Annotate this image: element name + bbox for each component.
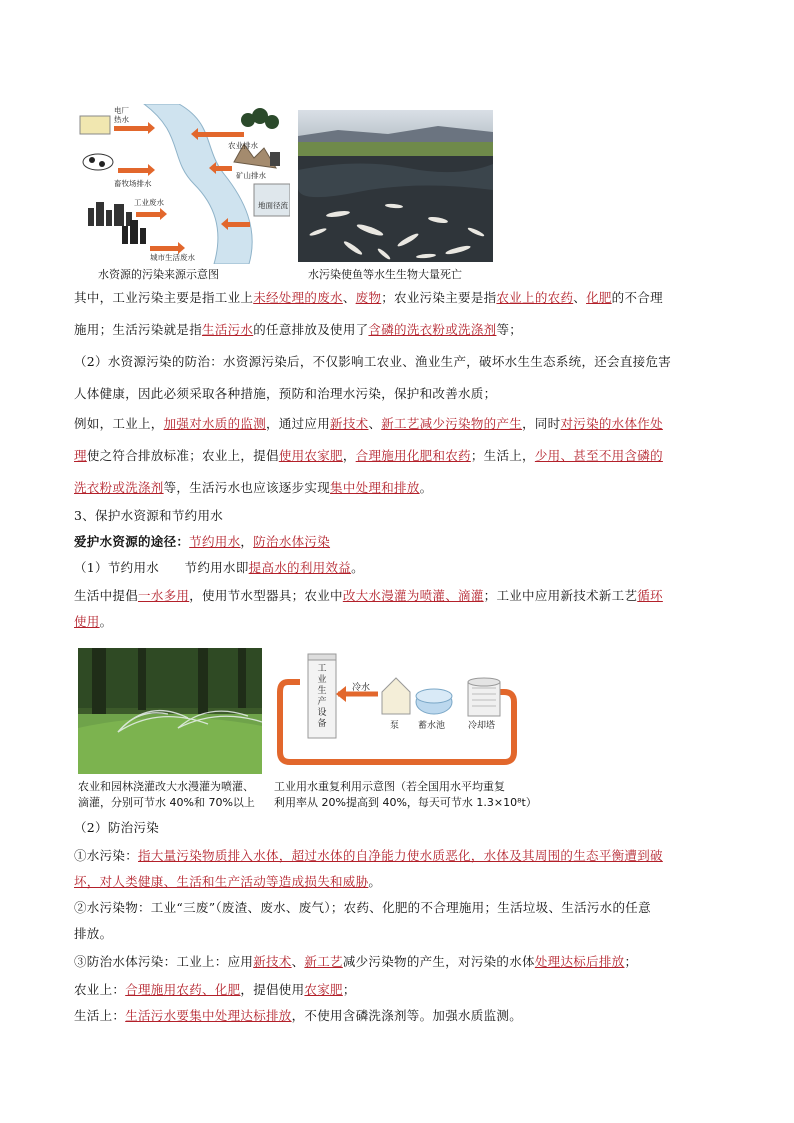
- text-run: 等；: [496, 322, 523, 337]
- highlighted-text: 化肥: [586, 290, 612, 305]
- text-run: 例如，工业上，: [74, 416, 164, 431]
- para1-line2: [74, 320, 522, 340]
- para3-line1: [74, 414, 663, 434]
- label-agri: 农业排水: [228, 141, 258, 150]
- highlighted-text: 改大水漫灌为喷灌、滴灌: [342, 588, 484, 603]
- para2-line1: （2）水资源污染的防治：水资源污染后，不仅影响工农业、渔业生产，破坏水生生态系统，还会直接危害: [74, 354, 672, 369]
- highlighted-text: 使用农家肥: [278, 448, 343, 463]
- highlighted-text: 洗衣粉或洗涤剂: [74, 480, 164, 495]
- highlighted-text: 一水多用: [138, 588, 190, 603]
- para3-line2: [74, 446, 663, 466]
- save-line3: [74, 612, 112, 632]
- label-equipment: 工业生产设备: [317, 664, 327, 729]
- highlighted-text: 提高水的利用效益: [248, 560, 352, 575]
- arrow-city: [150, 246, 178, 251]
- label-livestock: 畜牧场排水: [114, 179, 152, 188]
- text-run: 的不合理: [611, 290, 663, 305]
- label-power: 电厂热水: [114, 106, 129, 124]
- dead-fish-drawing: [298, 110, 493, 262]
- label-cooling-tower: 冷却塔: [468, 721, 496, 731]
- highlighted-text: 使用: [74, 614, 100, 629]
- prevent-p1-line1: [74, 846, 663, 866]
- arrow-livestock: [118, 168, 148, 173]
- protect-line: [74, 532, 330, 552]
- text-run: 的任意排放及使用了: [253, 322, 369, 337]
- text-run: 。: [419, 480, 433, 495]
- prevent-title: （2）防治污染: [74, 820, 160, 835]
- water-reuse-drawing: [272, 652, 522, 772]
- text-run: 、: [291, 954, 305, 969]
- highlighted-text: 废物: [355, 290, 382, 305]
- text-run: （1）节约用水 节约用水即: [74, 560, 249, 575]
- sprinkler-drawing: [78, 648, 262, 774]
- para1-line1: [74, 288, 663, 308]
- highlighted-text: 新技术: [330, 416, 369, 431]
- highlighted-text: 指大量污染物质排入水体，超过水体的自净能力使水质恶化，水体及其周围的生态平衡遭到破: [138, 848, 663, 863]
- text-run: 。: [368, 874, 382, 889]
- fig2-caption: 水污染使鱼等水生生物大量死亡: [308, 268, 462, 281]
- text-run: 。: [99, 614, 113, 629]
- text-run: ，: [240, 534, 254, 549]
- label-runoff: 地面径流: [258, 201, 288, 210]
- highlighted-text: 生活污水要集中处理达标排放: [125, 1008, 292, 1023]
- prevent-p3: [74, 952, 637, 972]
- fig3-caption-line1: 农业和园林浇灌改大水漫灌为喷灌、: [78, 780, 254, 793]
- text-run: ；工业中应用新技术新工艺: [483, 588, 638, 603]
- label-industry: 工业废水: [134, 198, 164, 207]
- text-run: ，通过应用: [266, 416, 331, 431]
- text-run: 、: [368, 416, 382, 431]
- save-line2: [74, 586, 663, 606]
- highlighted-text: 循环: [637, 588, 663, 603]
- highlighted-text: 坏，对人类健康、生活和生产活动等造成损失和威胁: [74, 874, 369, 889]
- text-run: ，提倡使用: [240, 982, 305, 997]
- highlighted-text: 合理施用农药、化肥: [125, 982, 241, 997]
- para3-line3: [74, 478, 432, 498]
- text-run: 等，生活污水也应该逐步实现: [163, 480, 331, 495]
- highlighted-text: 未经处理的废水: [253, 290, 343, 305]
- water-reuse-diagram: [272, 652, 522, 772]
- highlighted-text: 少用、甚至不用含磷的: [534, 448, 663, 463]
- text-run: 爱护水资源的途径：: [74, 534, 190, 549]
- save-line1: [74, 558, 364, 578]
- highlighted-text: 新工艺减少污染物的产生: [381, 416, 523, 431]
- arrow-power: [114, 126, 148, 131]
- para2-line2: 人体健康，因此必须采取各种措施，预防和治理水污染，保护和改善水质；: [74, 386, 497, 401]
- text-run: 减少污染物的产生，对污染的水体: [342, 954, 535, 969]
- dead-fish-photo: [298, 110, 493, 262]
- text-run: ，使用节水型器具；农业中: [189, 588, 343, 603]
- text-run: ；: [624, 954, 638, 969]
- text-run: ；: [342, 982, 356, 997]
- label-city: 城市生活废水: [150, 253, 195, 262]
- highlighted-text: 集中处理和排放: [330, 480, 420, 495]
- text-run: 生活上：: [74, 1008, 126, 1023]
- text-run: ，: [342, 448, 356, 463]
- highlighted-text: 农业上的农药: [496, 290, 574, 305]
- text-run: 施用；生活污染就是指: [74, 322, 203, 337]
- text-run: ，不使用含磷洗涤剂等。加强水质监测。: [291, 1008, 523, 1023]
- prevent-p4: [74, 980, 356, 1000]
- section3-title: 3、保护水资源和节约用水: [74, 508, 224, 523]
- fig4-caption-line2: 利用率从 20%提高到 40%，每天可节水 1.3×10⁸t）: [274, 796, 537, 809]
- prevent-p2-line1: ②水污染物：工业“三废”（废渣、废水、废气）；农药、化肥的不合理施用；生活垃圾、生活污水的任意: [74, 900, 651, 915]
- pollution-sources-diagram: [74, 104, 290, 264]
- text-run: 生活中提倡: [74, 588, 139, 603]
- prevent-p1-line2: [74, 872, 381, 892]
- arrow-industry: [136, 212, 160, 217]
- label-pump: 泵: [390, 721, 400, 731]
- highlighted-text: 处理达标后排放: [534, 954, 625, 969]
- highlighted-text: 新工艺: [304, 954, 343, 969]
- fig4-caption-line1: 工业用水重复利用示意图（若全国用水平均重复: [274, 780, 505, 793]
- arrow-runoff: [228, 222, 250, 227]
- highlighted-text: 理: [74, 448, 87, 463]
- label-mine: 矿山排水: [236, 171, 266, 180]
- text-run: 。: [351, 560, 364, 575]
- highlighted-text: 生活污水: [202, 322, 254, 337]
- text-run: 其中，工业污染主要是指工业上: [74, 290, 254, 305]
- highlighted-text: 含磷的洗衣粉或洗涤剂: [368, 322, 497, 337]
- highlighted-text: 加强对水质的监测: [163, 416, 267, 431]
- text-run: ③防治水体污染：工业上：应用: [74, 954, 254, 969]
- prevent-p2-line2: 排放。: [74, 926, 113, 941]
- arrow-agri: [198, 132, 244, 137]
- highlighted-text: 对污染的水体作处: [560, 416, 663, 431]
- highlighted-text: 合理施用化肥和农药: [355, 448, 471, 463]
- prevent-p5: [74, 1006, 522, 1026]
- highlighted-text: 农家肥: [304, 982, 343, 997]
- text-run: 、: [573, 290, 587, 305]
- pollution-sources-drawing: [74, 104, 290, 264]
- text-run: ；农业污染主要是指: [381, 290, 497, 305]
- label-pool: 蓄水池: [418, 721, 446, 731]
- highlighted-text: 防治水体污染: [253, 534, 331, 549]
- text-run: ，同时: [522, 416, 561, 431]
- text-run: ①水污染：: [74, 848, 139, 863]
- fig1-caption: 水资源的污染来源示意图: [98, 268, 219, 281]
- fig3-caption-line2: 滴灌，分别可节水 40%和 70%以上: [78, 796, 255, 809]
- highlighted-text: 新技术: [253, 954, 292, 969]
- label-cold-water: 冷水: [352, 683, 371, 693]
- sprinkler-photo: [78, 648, 262, 774]
- highlighted-text: 节约用水: [189, 534, 241, 549]
- arrow-mine: [216, 166, 232, 171]
- text-run: 农业上：: [74, 982, 126, 997]
- text-run: 、: [342, 290, 356, 305]
- text-run: ；生活上，: [470, 448, 535, 463]
- text-run: 使之符合排放标准；农业上，提倡: [86, 448, 279, 463]
